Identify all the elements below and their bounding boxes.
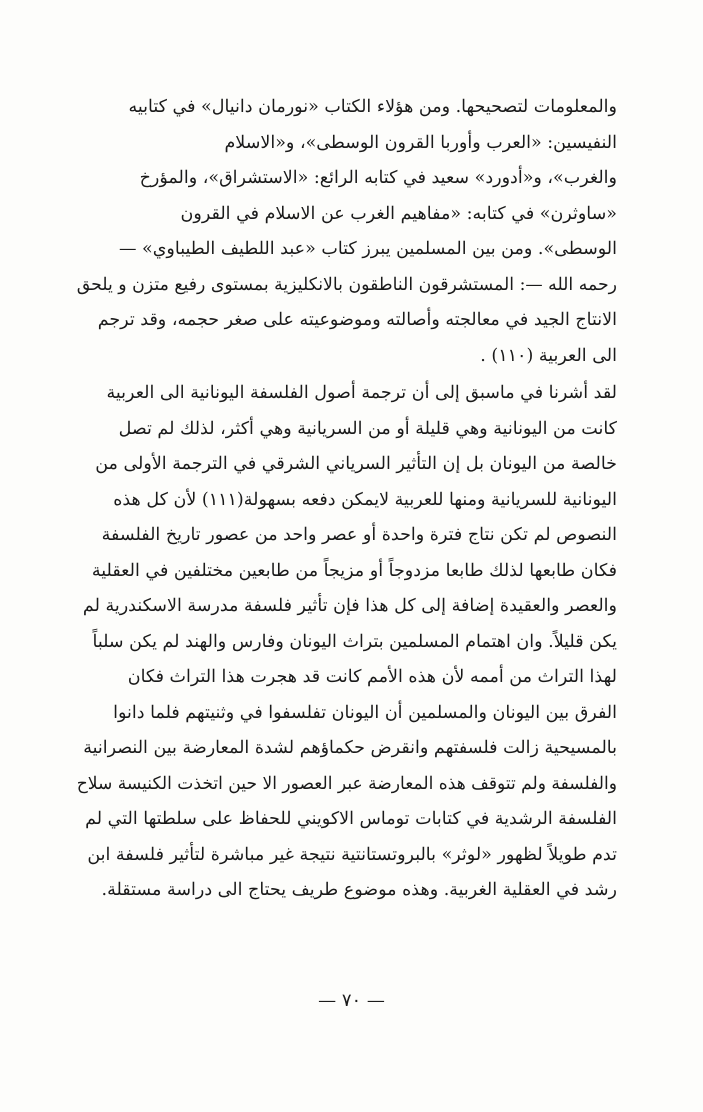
text-line: اليونانية للسريانية ومنها للعربية لايمكن دفعه بسهولة(١١١) لأن كل هذه bbox=[113, 489, 617, 510]
text-line: والغرب»، و«أدورد» سعيد في كتابه الرائع: «الاستشراق»، والمؤرخ bbox=[139, 168, 617, 188]
text-line: رحمه الله —: المستشرقون الناطقون بالانكليزية بمستوى رفيع متزن و يلحق bbox=[76, 274, 617, 295]
text-line: فكان طابعها لذلك طابعا مزدوجاً أو مزيجاً من طابعين مختلفين في العقلية bbox=[91, 560, 617, 581]
text-line: تدم طويلاً لظهور «لوثر» بالبروتستانتية نتيجة غير مباشرة لتأثير فلسفة ابن bbox=[87, 844, 617, 865]
text-line: يكن قليلاً. وان اهتمام المسلمين بتراث اليونان وفارس والهند لم يكن سلباً bbox=[92, 631, 617, 652]
text-line: كانت من اليونانية وهي قليلة أو من السريانية وهي أكثر، لذلك لم تصل bbox=[118, 418, 617, 439]
text-line: الوسطى». ومن بين المسلمين يبرز كتاب «عبد اللطيف الطيباوي» — bbox=[118, 239, 617, 259]
text-line: الى العربية (١١٠) . bbox=[480, 345, 617, 366]
text-line: «ساوثرن» في كتابه: «مفاهيم الغرب عن الاسلام في القرون bbox=[180, 203, 617, 224]
text-line: النصوص لم تكن نتاج فترة واحدة أو عصر واحد من عصور تاريخ الفلسفة bbox=[101, 525, 617, 545]
text-line: الانتاج الجيد في معالجته وأصالته وموضوعيته على صغر حجمه، وقد ترجم bbox=[97, 310, 617, 330]
text-line: بالمسيحية زالت فلسفتهم وانقرض حكماؤهم لشدة المعارضة بين النصرانية bbox=[83, 738, 617, 758]
text-line: والمعلومات لتصحيحها. ومن هؤلاء الكتاب «نورمان دانيال» في كتابيه bbox=[128, 97, 617, 117]
page-number: — ٧٠ — bbox=[318, 990, 385, 1011]
paragraph-orientalist-authors bbox=[77, 90, 617, 374]
paragraph-greek-philosophy-translation bbox=[77, 376, 617, 909]
text-line: الفلسفة الرشدية في كتابات توماس الاكويني للحفاظ على سلطتها التي لم bbox=[85, 809, 617, 829]
text-line: خالصة من اليونان بل إن التأثير السرياني الشرقي في الترجمة الأولى من bbox=[95, 454, 617, 474]
text-line: الفرق بين اليونان والمسلمين أن اليونان تفلسفوا في وثنيتهم فلما دانوا bbox=[113, 702, 617, 723]
text-line: والعصر والعقيدة إضافة إلى كل هذا فإن تأثير فلسفة مدرسة الاسكندرية لم bbox=[82, 596, 617, 616]
text-line: النفيسين: «العرب وأوربا القرون الوسطى»، و«الاسلام bbox=[224, 132, 617, 153]
text-line: رشد في العقلية الغربية. وهذه موضوع طريف يحتاج الى دراسة مستقلة. bbox=[101, 880, 617, 900]
text-line: لهذا التراث من أممه لأن هذه الأمم كانت قد هجرت هذا التراث فكان bbox=[127, 667, 617, 687]
text-line: لقد أشرنا في ماسبق إلى أن ترجمة أصول الفلسفة اليونانية الى العربية bbox=[106, 383, 617, 403]
text-line: والفلسفة ولم تتوقف هذه المعارضة عبر العصور الا حين اتخذت الكنيسة سلاح bbox=[76, 773, 618, 794]
